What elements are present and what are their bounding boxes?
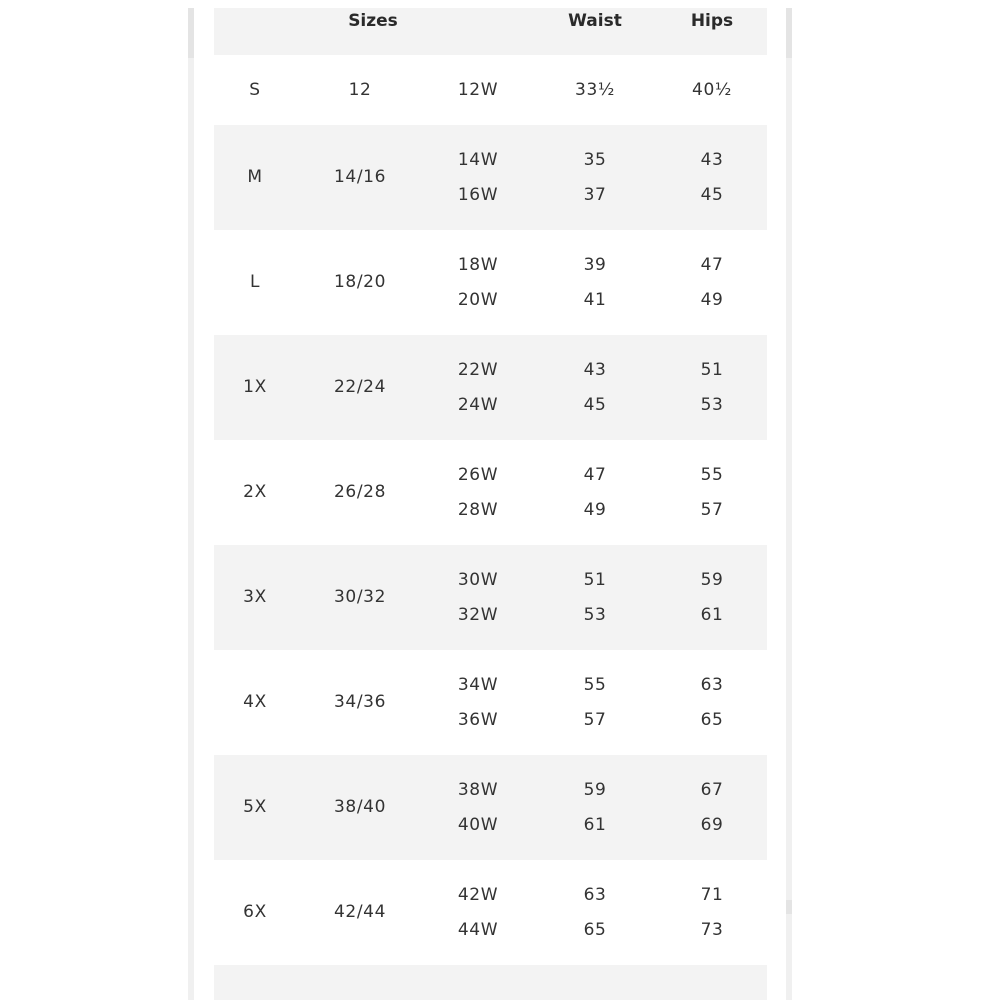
waist-cell: 51 bbox=[583, 570, 607, 590]
waist-cell: 59 bbox=[583, 780, 607, 800]
womens-size-cell: 14W bbox=[457, 150, 499, 170]
letter-size-cell: L bbox=[249, 272, 261, 292]
womens-size-cell: 24W bbox=[457, 395, 499, 415]
numeric-size-cell: 18/20 bbox=[334, 272, 386, 292]
letter-size-cell: S bbox=[249, 80, 261, 100]
numeric-size-cell: 38/40 bbox=[334, 797, 386, 817]
hips-cell: 59 bbox=[700, 570, 724, 590]
table-row bbox=[214, 440, 767, 545]
letter-size-cell: 5X bbox=[243, 797, 267, 817]
womens-size-cell: 38W bbox=[457, 780, 499, 800]
waist-cell: 33½ bbox=[575, 80, 615, 100]
numeric-size-cell: 26/28 bbox=[334, 482, 386, 502]
numeric-size-cell: 42/44 bbox=[334, 902, 386, 922]
hips-cell: 69 bbox=[700, 815, 724, 835]
waist-cell: 45 bbox=[583, 395, 607, 415]
table-row bbox=[214, 230, 767, 335]
table-row bbox=[214, 860, 767, 965]
womens-size-cell: 12W bbox=[457, 80, 499, 100]
right-frame-shade-lower bbox=[786, 900, 792, 914]
waist-cell: 65 bbox=[583, 920, 607, 940]
table-body bbox=[214, 55, 767, 965]
numeric-size-cell: 22/24 bbox=[334, 377, 386, 397]
waist-cell: 61 bbox=[583, 815, 607, 835]
table-row bbox=[214, 125, 767, 230]
letter-size-cell: 4X bbox=[243, 692, 267, 712]
waist-cell: 57 bbox=[583, 710, 607, 730]
hips-cell: 57 bbox=[700, 500, 724, 520]
table-row-partial bbox=[214, 965, 767, 1000]
hips-cell: 73 bbox=[700, 920, 724, 940]
table-row bbox=[214, 755, 767, 860]
header-sizes: Sizes bbox=[348, 11, 398, 31]
womens-size-cell: 44W bbox=[457, 920, 499, 940]
letter-size-cell: 2X bbox=[243, 482, 267, 502]
hips-cell: 63 bbox=[700, 675, 724, 695]
hips-cell: 55 bbox=[700, 465, 724, 485]
hips-cell: 53 bbox=[700, 395, 724, 415]
womens-size-cell: 30W bbox=[457, 570, 499, 590]
womens-size-cell: 32W bbox=[457, 605, 499, 625]
waist-cell: 49 bbox=[583, 500, 607, 520]
waist-cell: 43 bbox=[583, 360, 607, 380]
header-waist: Waist bbox=[568, 11, 622, 31]
hips-cell: 45 bbox=[700, 185, 724, 205]
waist-cell: 35 bbox=[583, 150, 607, 170]
womens-size-cell: 28W bbox=[457, 500, 499, 520]
waist-cell: 37 bbox=[583, 185, 607, 205]
table-row bbox=[214, 545, 767, 650]
right-frame-shade bbox=[786, 8, 792, 58]
letter-size-cell: 1X bbox=[243, 377, 267, 397]
left-frame-shade bbox=[188, 8, 194, 58]
hips-cell: 40½ bbox=[692, 80, 732, 100]
hips-cell: 51 bbox=[700, 360, 724, 380]
hips-cell: 67 bbox=[700, 780, 724, 800]
right-frame-edge bbox=[786, 8, 792, 1000]
numeric-size-cell: 34/36 bbox=[334, 692, 386, 712]
waist-cell: 41 bbox=[583, 290, 607, 310]
waist-cell: 63 bbox=[583, 885, 607, 905]
hips-cell: 71 bbox=[700, 885, 724, 905]
hips-cell: 65 bbox=[700, 710, 724, 730]
waist-cell: 53 bbox=[583, 605, 607, 625]
size-chart-table bbox=[214, 8, 767, 1000]
womens-size-cell: 40W bbox=[457, 815, 499, 835]
womens-size-cell: 22W bbox=[457, 360, 499, 380]
womens-size-cell: 42W bbox=[457, 885, 499, 905]
hips-cell: 47 bbox=[700, 255, 724, 275]
table-header-row bbox=[214, 8, 767, 55]
womens-size-cell: 16W bbox=[457, 185, 499, 205]
womens-size-cell: 26W bbox=[457, 465, 499, 485]
header-hips: Hips bbox=[690, 11, 734, 31]
hips-cell: 49 bbox=[700, 290, 724, 310]
numeric-size-cell: 14/16 bbox=[334, 167, 386, 187]
table-row bbox=[214, 55, 767, 125]
left-frame-edge bbox=[188, 8, 194, 1000]
waist-cell: 47 bbox=[583, 465, 607, 485]
waist-cell: 39 bbox=[583, 255, 607, 275]
womens-size-cell: 36W bbox=[457, 710, 499, 730]
hips-cell: 61 bbox=[700, 605, 724, 625]
waist-cell: 55 bbox=[583, 675, 607, 695]
hips-cell: 43 bbox=[700, 150, 724, 170]
table-row bbox=[214, 335, 767, 440]
letter-size-cell: 6X bbox=[243, 902, 267, 922]
womens-size-cell: 18W bbox=[457, 255, 499, 275]
numeric-size-cell: 12 bbox=[348, 80, 372, 100]
womens-size-cell: 20W bbox=[457, 290, 499, 310]
table-row bbox=[214, 650, 767, 755]
numeric-size-cell: 30/32 bbox=[334, 587, 386, 607]
letter-size-cell: M bbox=[247, 167, 263, 187]
womens-size-cell: 34W bbox=[457, 675, 499, 695]
letter-size-cell: 3X bbox=[243, 587, 267, 607]
